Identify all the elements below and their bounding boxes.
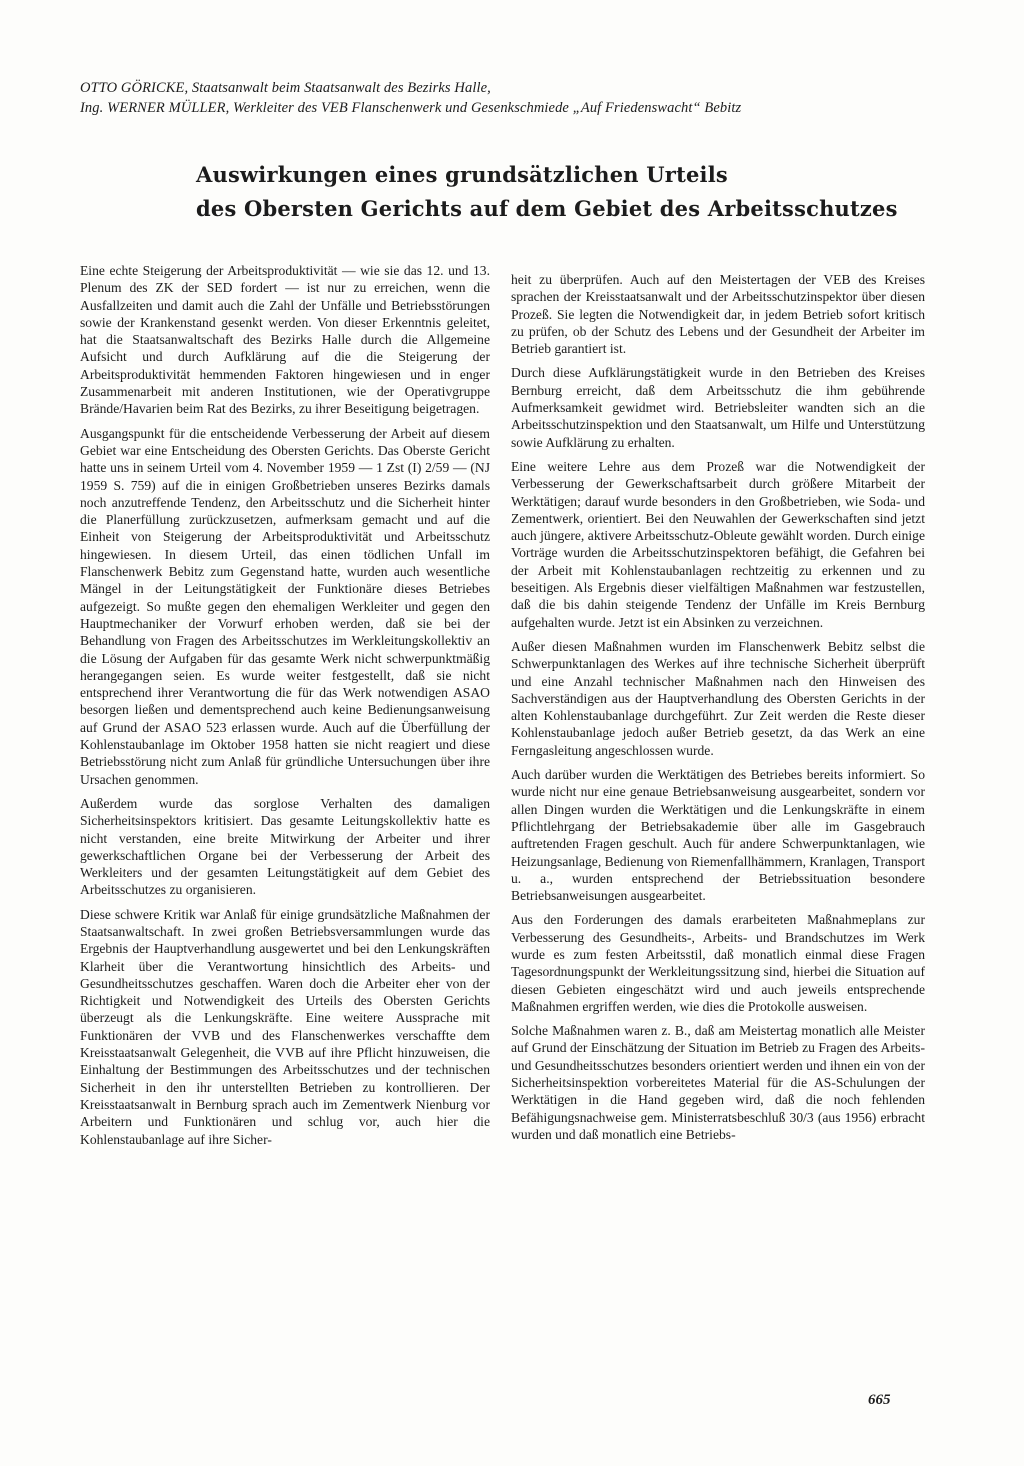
page-number: 665 xyxy=(868,1392,891,1408)
text-column-left xyxy=(80,262,490,1155)
paragraph: Eine echte Steigerung der Arbeitsproduktivität — wie sie das 12. und 13. Plenum des ZK der SED fordert — ist nur zu erreichen, wenn die Ausfallzeiten und damit auch die Zahl der Unfälle und Betriebsstörungen sowie der Krankenstand gesenkt werden. Von dieser Erkenntnis geleitet, hat die Staatsanwaltschaft des Bezirks Halle durch die Allgemeine Aufsicht und durch Aufklärung auf die die Steigerung der Arbeitsproduktivität hemmenden Faktoren hingewiesen und in enger Zusammenarbeit mit anderen Institutionen, wie der Operativgruppe Brände/Havarien beim Rat des Bezirks, zu ihrer Beseitigung beigetragen. xyxy=(80,263,490,417)
paragraph: heit zu überprüfen. Auch auf den Meistertagen der VEB des Kreises sprachen der Kreisstaatsanwalt und der Arbeitsschutzinspektor über diesen Prozeß. Sie legten die Notwendigkeit dar, in jedem Betrieb sofort kritisch zu prüfen, ob der Schutz des Lebens und der Gesundheit der Arbeiter im Betrieb garantiert ist. xyxy=(511,272,925,357)
title-line: des Obersten Gerichts auf dem Gebiet des Arbeitsschutzes xyxy=(196,196,898,221)
author-line: Ing. WERNER MÜLLER, Werkleiter des VEB Flanschenwerk und Gesenkschmiede „Auf Friedenswacht“ Bebitz xyxy=(80,100,742,116)
paragraph: Auch darüber wurden die Werktätigen des Betriebes bereits informiert. So wurde nicht nur eine genaue Betriebsanweisung ausgearbeitet, sondern vor allen Dingen wurden die Werktätigen und die Lenkungskräfte in einem Pflichtlehrgang der Betriebsakademie über alle im Gasgebrauch auftretenden Fragen geschult. Auch für andere Schwerpunktanlagen, wie Heizungsanlage, Bedienung von Riemenfallhämmern, Kranlagen, Transport u. a., wurden entsprechend der Betriebssituation besondere Betriebsanweisungen ausgearbeitet. xyxy=(511,767,925,904)
paragraph: Ausgangspunkt für die entscheidende Verbesserung der Arbeit auf diesem Gebiet war eine Entscheidung des Obersten Gerichts. Das Oberste Gericht hatte uns in seinem Urteil vom 4. November 1959 — 1 Zst (I) 2/59 — (NJ 1959 S. 759) auf die in einigen Großbetrieben unseres Bezirks damals noch anzutreffende Tendenz, den Arbeitsschutz und die Sicherheit hinter die Planerfüllung zurückzusetzen, aufmerksam gemacht und auf die Einheit von Steigerung der Arbeitsproduktivität und Arbeitsschutz hingewiesen. In diesem Urteil, das einen tödlichen Unfall im Flanschenwerk Bebitz zum Gegenstand hatte, wurden auch wesentliche Mängel in der Leitungstätigkeit der Funktionäre dieses Betriebes aufgezeigt. So mußte gegen den ehemaligen Werkleiter und gegen den Hauptmechaniker der Vorwurf erhoben werden, daß sie bei der Behandlung von Fragen des Arbeitsschutzes im Werkleitungskollektiv an die Lösung der Aufgaben für das gesamte Werk nicht schwerpunktmäßig herangegangen seien. Es wurde weiter festgestellt, daß sie nicht entsprechend ihrer Verantwortung die für das Werk notwendigen ASAO besorgen ließen und dementsprechend auch keine Bedienungsanweisung auf Grund der ASAO 523 erlassen wurde. Auch auf die Überfüllung der Kohlenstaubanlage im Oktober 1958 hatten sie nicht reagiert und diese Betriebsstörung nicht zum Anlaß für gründliche Untersuchungen über ihre Ursachen genommen. xyxy=(80,425,490,787)
article-title xyxy=(196,158,956,226)
author-byline xyxy=(80,78,980,118)
paragraph: Diese schwere Kritik war Anlaß für einige grundsätzliche Maßnahmen der Staatsanwaltschaft. In zwei großen Betriebsversammlungen wurde das Ergebnis der Hauptverhandlung ausgewertet und bei den Lenkungskräften Klarheit über die Verantwortung hinsichtlich des Arbeits- und Gesundheitsschutzes geschaffen. Waren doch die Arbeiter eher von der Richtigkeit und Notwendigkeit des Urteils des Obersten Gerichts überzeugt als die Lenkungskräfte. Eine weitere Aussprache mit Funktionären der VVB und des Flanschenwerkes verschaffte dem Kreisstaatsanwalt Gelegenheit, die VVB auf ihre Pflicht hinzuweisen, die Einhaltung der Bestimmungen des Arbeitsschutzes und der technischen Sicherheit in den ihr unterstellten Betrieben zu kontrollieren. Der Kreisstaatsanwalt in Bernburg sprach auch im Zementwerk Nienburg vor Arbeitern und Funktionären und schlug vor, auch hier die Kohlenstaubanlage auf ihre Sicher- xyxy=(80,906,490,1147)
paragraph: Aus den Forderungen des damals erarbeiteten Maßnahmeplans zur Verbesserung des Gesundheits-, Arbeits- und Brandschutzes im Werk wurde es zum festen Arbeitsstil, daß monatlich einmal diese Fragen Tagesordnungspunkt der Werkleitungssitzung sind, hierbei die Situation auf diesen Gebieten eingeschätzt wird und auch jeweils entsprechende Maßnahmen ergriffen werden, wie dies die Protokolle ausweisen. xyxy=(511,912,925,1014)
paragraph: Solche Maßnahmen waren z. B., daß am Meistertag monatlich alle Meister auf Grund der Einschätzung der Situation im Betrieb zu Fragen des Arbeits- und Gesundheitsschutzes besonders orientiert werden und ihnen ein von der Sicherheitsinspektion vorbereitetes Material für die AS-Schulungen der Werktätigen in die Hand gegeben wird, daß die noch fehlenden Befähigungsnachweise gem. Ministerratsbeschluß 30/3 (aus 1956) erbracht wurden und daß monatlich eine Betriebs- xyxy=(511,1023,925,1142)
paragraph: Durch diese Aufklärungstätigkeit wurde in den Betrieben des Kreises Bernburg erreicht, daß dem Arbeitsschutz die ihm gebührende Aufmerksamkeit gewidmet wird. Betriebsleiter wandten sich an die Arbeitsschutzinspektion und den Staatsanwalt, um Hilfe und Unterstützung sowie Aufklärung zu erhalten. xyxy=(511,365,925,450)
title-line: Auswirkungen eines grundsätzlichen Urteils xyxy=(196,162,728,187)
author-line: OTTO GÖRICKE, Staatsanwalt beim Staatsanwalt des Bezirks Halle, xyxy=(80,80,491,96)
paragraph: Außerdem wurde das sorglose Verhalten des damaligen Sicherheitsinspektors kritisiert. Das gesamte Leitungskollektiv hatte es nicht verstanden, eine breite Mitwirkung der Arbeiter und ihrer gewerkschaftlichen Organe bei der Verbesserung der Arbeit des Werkleiters und der gesamten Leitungstätigkeit auf dem Gebiet des Arbeitsschutzes zu organisieren. xyxy=(80,795,490,898)
paragraph: Eine weitere Lehre aus dem Prozeß war die Notwendigkeit der Verbesserung der Gewerkschaftsarbeit durch größere Mitarbeit der Werktätigen; darauf wurde besonders in den Großbetrieben, wie Soda- und Zementwerk, orientiert. Bei den Neuwahlen der Gewerkschaften sind jetzt auch jüngere, aktivere Arbeitsschutz-Obleute gewählt worden. Durch einige Vorträge wurden die Arbeitsschutzinspektoren befähigt, die Gefahren bei der Arbeit mit Kohlenstaubanlagen rechtzeitig zu erkennen und zu beseitigen. Als Ergebnis dieser vielfältigen Maßnahmen war festzustellen, daß die bis dahin steigende Tendenz der Unfälle im Kreis Bernburg aufgehalten wurde. Jetzt ist ein Absinken zu verzeichnen. xyxy=(511,458,925,630)
paragraph: Außer diesen Maßnahmen wurden im Flanschenwerk Bebitz selbst die Schwerpunktanlagen des Werkes auf ihre technische Sicherheit überprüft und eine Anzahl technischer Maßnahmen nach den Hinweisen des Sachverständigen aus der Hauptverhandlung des Obersten Gerichts in der alten Kohlenstaubanlage durchgeführt. Zur Zeit werden die Reste dieser Kohlenstaubanlage jedoch außer Betrieb gesetzt, da das Werk an eine Ferngasleitung angeschlossen wurde. xyxy=(511,638,925,758)
text-column-right xyxy=(511,271,925,1150)
